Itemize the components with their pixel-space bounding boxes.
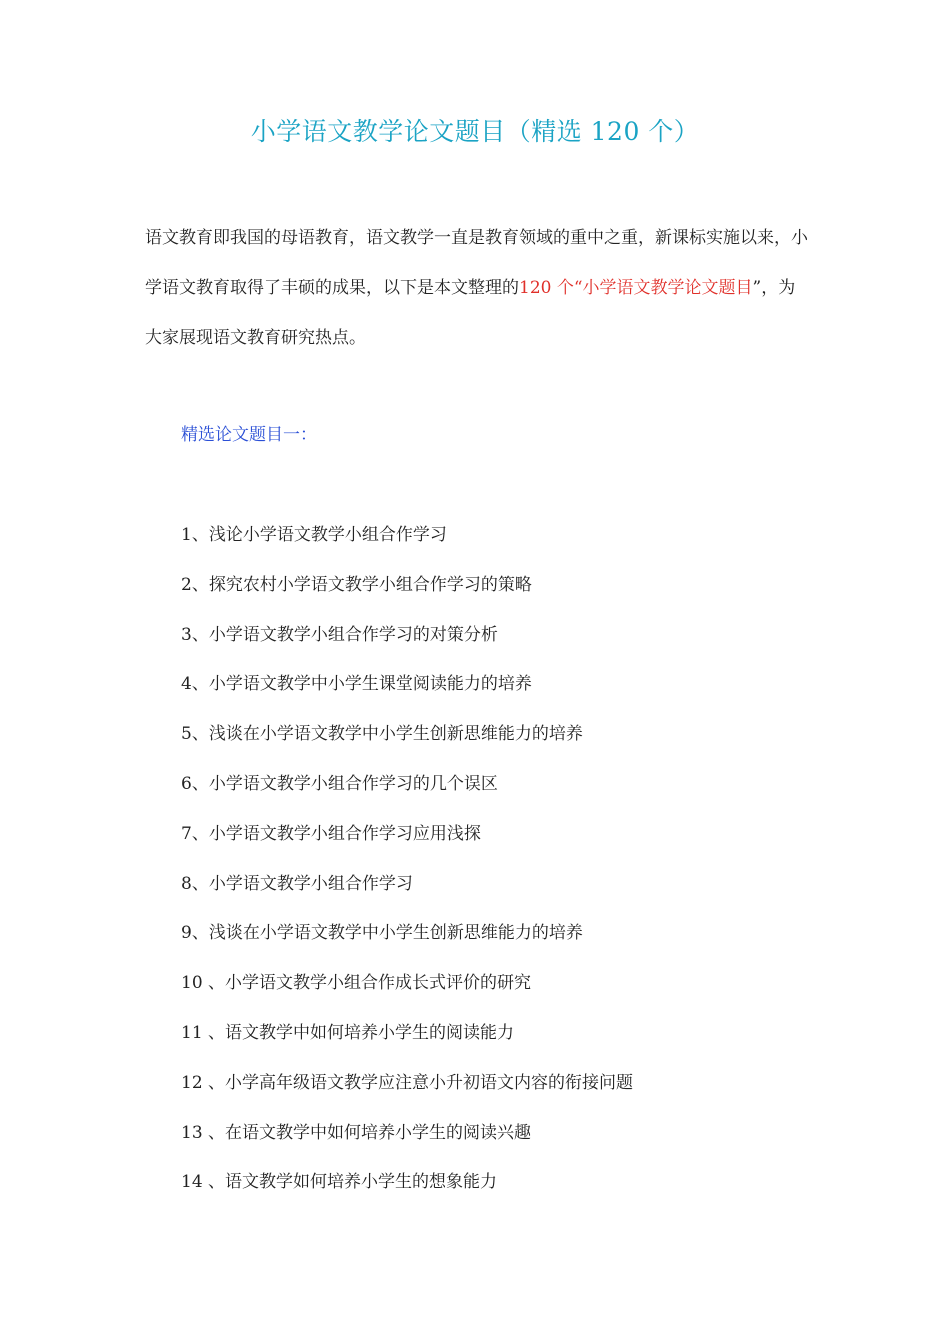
intro-text: 语文教育即我国的母语教育，语文教学一直是教育领域的重中之重，新课标实施以来，小学语文教育取得了丰硕的成果，以下是本文整理的 <box>145 228 808 298</box>
list-item: 3、小学语文教学小组合作学习的对策分析 <box>181 624 498 645</box>
intro-highlight: 120 个“小学语文教学论文题目 <box>519 278 753 298</box>
list-item: 12 、小学高年级语文教学应注意小升初语文内容的衔接问题 <box>181 1072 634 1093</box>
section-heading: 精选论文题目一： <box>181 425 317 445</box>
intro-text-end: ”，为大家展现语文教育研究热点。 <box>145 278 796 348</box>
list-item: 7、小学语文教学小组合作学习应用浅探 <box>181 823 481 844</box>
list-item: 2、探究农村小学语文教学小组合作学习的策略 <box>181 574 532 595</box>
list-item: 4、小学语文教学中小学生课堂阅读能力的培养 <box>181 674 532 695</box>
list-item: 14 、语文教学如何培养小学生的想象能力 <box>181 1172 498 1193</box>
list-item: 8、小学语文教学小组合作学习 <box>181 873 413 894</box>
intro-paragraph <box>145 213 810 363</box>
list-item: 11 、语文教学中如何培养小学生的阅读能力 <box>181 1022 515 1043</box>
list-item: 9、浅谈在小学语文教学中小学生创新思维能力的培养 <box>181 923 583 944</box>
page-title: 小学语文教学论文题目（精选 120 个） <box>250 117 700 146</box>
list-item: 13 、在语文教学中如何培养小学生的阅读兴趣 <box>181 1122 532 1143</box>
list-item: 10 、小学语文教学小组合作成长式评价的研究 <box>181 973 532 994</box>
list-item: 5、浅谈在小学语文教学中小学生创新思维能力的培养 <box>181 724 583 745</box>
list-item: 1、浅论小学语文教学小组合作学习 <box>181 525 447 545</box>
topic-list <box>181 513 633 1210</box>
list-item: 6、小学语文教学小组合作学习的几个误区 <box>181 773 498 794</box>
